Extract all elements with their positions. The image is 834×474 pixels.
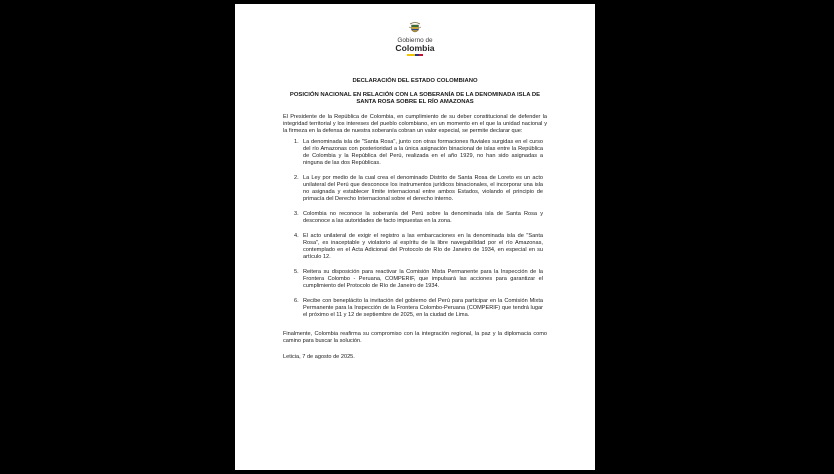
point-text: El acto unilateral de exigir el registro a las embarcaciones en la denominada isla de "Santa Rosa", es inaceptable y violatorio al espíritu de la libre navegabilidad por el río Amazonas, contemplado en el Acta Adicional del Protocolo de Río de Janeiro de 1934, en especial en su artículo 12. [303, 233, 543, 260]
point-number: 3. [294, 211, 299, 217]
closing-paragraph: Finalmente, Colombia reafirma su compromiso con la integración regional, la paz y la diplomacia como camino para buscar la solución. [283, 331, 547, 344]
list-item [283, 233, 547, 261]
flag-stripe [235, 54, 595, 56]
point-text: Colombia no reconoce la soberanía del Perú sobre la denominada isla de Santa Rosa y desconoce a las autoridades de facto impuestas en la zona. [303, 211, 543, 224]
flag-yellow [407, 54, 415, 56]
point-number: 2. [294, 175, 299, 181]
declaration-points [283, 139, 547, 319]
list-item [283, 139, 547, 167]
list-item [283, 269, 547, 290]
point-text: Recibe con beneplácito la invitación del gobierno del Perú para participar en la Comisión Mixta Permanente para la Inspección de la Frontera Colombo-Peruana (COMPERIF) que tendrá lugar el próximo el 11 y 12 de septiembre de 2025, en la ciudad de Lima. [303, 298, 543, 318]
list-item [283, 211, 547, 225]
colombia-coat-of-arms-icon [408, 21, 422, 36]
point-number: 6. [294, 298, 299, 304]
document-title: DECLARACIÓN DEL ESTADO COLOMBIANO [352, 78, 478, 84]
document-page [235, 4, 595, 470]
gobierno-logo [235, 21, 595, 56]
list-item [283, 298, 547, 319]
list-item [283, 175, 547, 203]
point-number: 1. [294, 139, 299, 145]
document-subtitle: POSICIÓN NACIONAL EN RELACIÓN CON LA SOBERANÍA DE LA DENOMINADA ISLA DE SANTA ROSA SOBRE EL RÍO AMAZONAS [289, 92, 541, 105]
point-text: Reitera su disposición para reactivar la Comisión Mixta Permanente para la Inspección de la Frontera Colombo - Peruana, COMPERIF, que impulsará las acciones para garantizar el cumplimiento del Protocolo de Río de Janeiro de 1934. [303, 269, 543, 289]
point-text: La Ley por medio de la cual crea el denominado Distrito de Santa Rosa de Loreto es un acto unilateral del Perú que desconoce los instrumentos jurídicos binacionales, el incorporar una isla no asignada y establecer límite internacional entre ambos Estados, violando el principio de primacía del Derecho Internacional sobre el derecho interno. [303, 175, 543, 202]
flag-red [419, 54, 423, 56]
document-body [283, 78, 547, 361]
intro-paragraph: El Presidente de la República de Colombia, en cumplimiento de su deber constitucional de defender la integridad territorial y los intereses del pueblo colombiano, en un momento en el que la unidad nacional y la firmeza en la defensa de nuestra soberanía cobran un valor especial, se permite declarar que: [283, 114, 547, 134]
point-number: 4. [294, 233, 299, 239]
logo-text-gobierno: Gobierno de [397, 37, 433, 44]
dateline: Leticia, 7 de agosto de 2025. [283, 354, 355, 360]
point-text: La denominada isla de "Santa Rosa", junto con otras formaciones fluviales surgidas en el curso del río Amazonas con posterioridad a la única asignación binacional de islas entre la República de Colombia y la República del Perú, realizada en el año 1929, no han sido asignadas a ninguna de las dos Repúblicas. [303, 139, 543, 166]
point-number: 5. [294, 269, 299, 275]
logo-text-colombia: Colombia [395, 43, 435, 53]
